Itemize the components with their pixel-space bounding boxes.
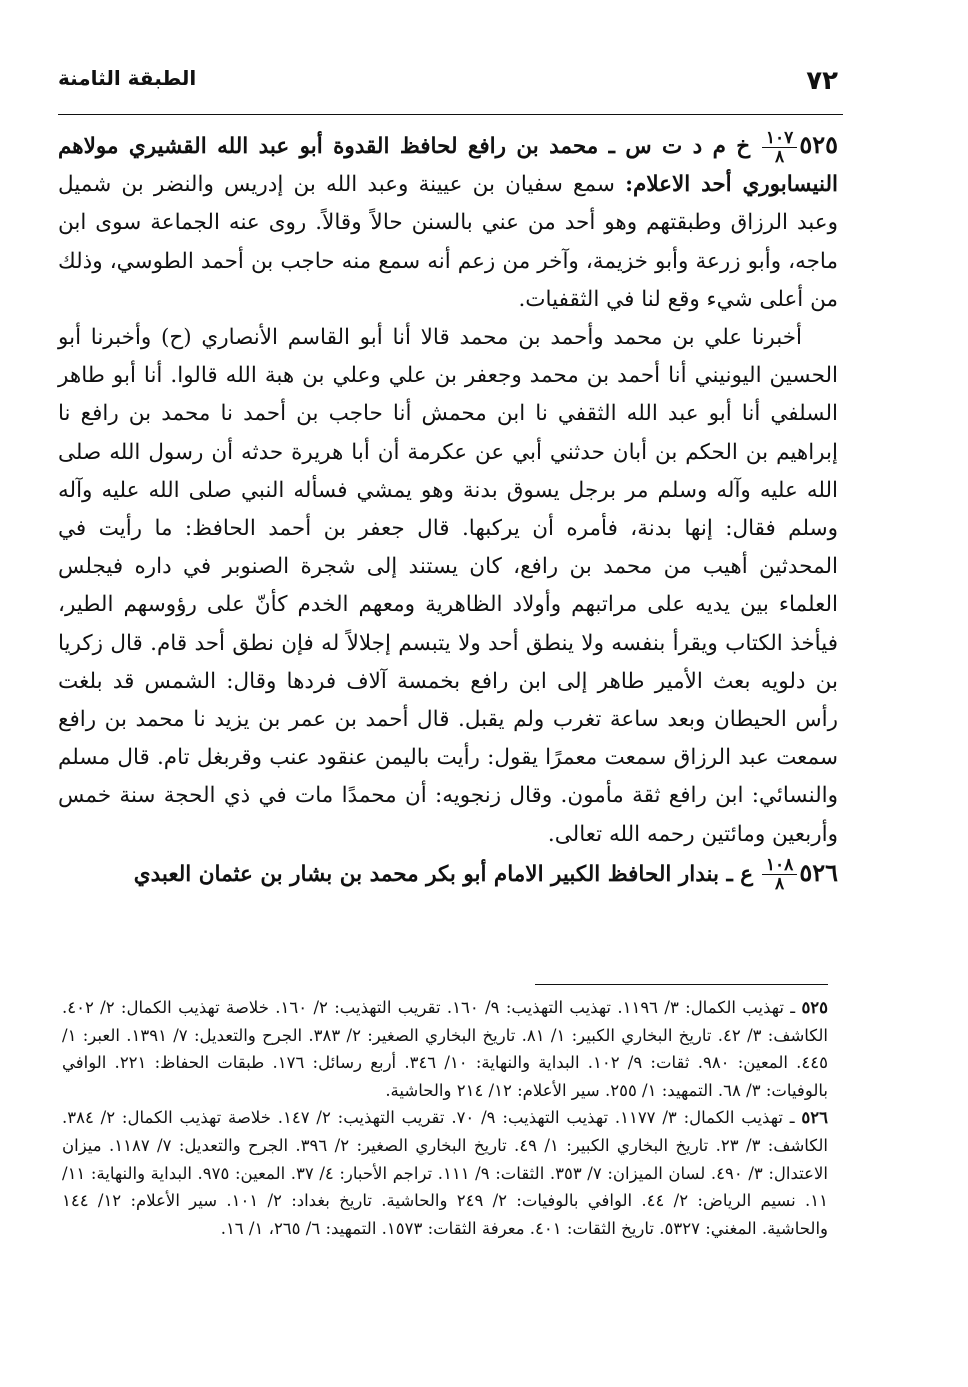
header-rule [58,114,843,115]
page-header [58,60,838,100]
entry-526 [58,854,838,894]
page-number: ٧٢ [806,66,838,96]
footnote-text: ـ تهذيب الكمال: ٣/ ١١٧٧. تهذيب التهذيب: ٩/ ٧٠. تقريب التهذيب: ٢/ ١٤٧. خلاصة تهذيب الكمال: ٢/ ٣٨٤. الكاشف: ٣/ ٢٣. تاريخ البخاري الكبير: ١/ ٤٩. تاريخ البخاري الصغير: ٢/ ٣٩٦. الجرح والتعديل: ٧/ ١١٨٧. ميزان الاعتدال: ٣/ ٤٩٠. لسان الميزان: ٧/ ٣٥٣. الثقات: ٩/ ١١١. تراجم الأحبار: ٤/ ٣٧. المعين: ٩٧٥. البداية والنهاية: ١١/ ١١. نسيم الرياض: ٢/ ٤٤. الوافي بالوفيات: ٢/ ٢٤٩ والحاشية. تاريخ بغداد: ٢/ ١٠١. سير الأعلام: ١٢/ ١٤٤ والحاشية. المغني: ٥٣٢٧. تاريخ الثقات: ٤٠١. معرفة الثقات: ١٥٧٣. التمهيد: ٦/ ٢٦٥، ١/ ١٦. [62,1108,829,1238]
entry-narration: أخبرنا علي بن محمد وأحمد بن محمد قالا أنا أبو القاسم الأنصاري (ح) وأخبرنا أبو الحسين اليونيني أنا أحمد بن محمد وجعفر بن علي وعلي بن هبة الله قالوا. أنا أبو طاهر السلفي أنا أبو عبد الله الثقفي نا ابن محمش أنا حاجب بن أحمد نا محمد بن رافع نا إبراهيم بن الحكم بن أبان حدثني أبي عن عكرمة أن أبا هريرة حدثه أن رسول الله صلى الله عليه وآله وسلم مر برجل يسوق بدنة وهو يمشي فسأله النبي صلى الله عليه وآله وسلم فقال: إنها بدنة، فأمره أن يركبها. قال جعفر بن أحمد الحافظ: ما رأيت في المحدثين أهيب من محمد بن رافع، كان يستند إلى شجرة الصنوبر في داره فيجلس العلماء بين يديه على مراتبهم وأولاد الظاهرية ومعهم الخدم كأنّ على رؤوسهم الطير، فيأخذ الكتاب ويقرأ بنفسه ولا ينطق أحد ولا يتبسم إجلالاً له فإن نطق أحد قام. قال زكريا بن دلويه بعث الأمير طاهر إلى ابن رافع بخمسة آلاف فردها وقال: الشمس قد بلغت رأس الحيطان وبعد ساعة تغرب ولم يقبل. قال أحمد بن عمر بن يزيد نا محمد بن رافع سمعت عبد الرزاق سمعت معمرًا يقول: رأيت باليمن عنقود عنب وقربغل تام. قال مسلم والنسائي: ابن رافع ثقة مأمون. وقال زنجويه: أن محمدًا مات في ذي الحجة سنة خمس وأربعين ومائتين رحمه الله تعالى. [58,325,838,847]
entry-525 [58,126,838,319]
entry-fraction [762,129,797,166]
footnote [62,1104,828,1242]
footnote [62,994,828,1104]
fraction-denominator: ٨ [775,874,785,895]
footnote-rule [535,984,828,985]
fraction-numerator: ١٠٧ [762,129,797,148]
main-text [58,126,838,894]
entry-heading: خ م د ت س ـ محمد بن رافع لحافظ القدوة أبو عبد الله القشيري مولاهم النيسابوري أحد الاعلام: [58,134,838,198]
entry-heading: ع ـ بندار الحافظ الكبير الامام أبو بكر محمد بن بشار بن عثمان العبدي [133,861,754,887]
running-title: الطبقة الثامنة [58,66,197,90]
footnotes [62,994,828,1242]
footnote-number: ٥٢٦ [801,1108,828,1128]
fraction-denominator: ٨ [775,146,785,167]
footnote-text: ـ تهذيب الكمال: ٣/ ١١٩٦. تهذيب التهذيب: ٩/ ١٦٠. تقريب التهذيب: ٢/ ١٦٠. خلاصة تهذيب الكمال: ٢/ ٤٠٢. الكاشف: ٣/ ٤٢. تاريخ البخاري الكبير: ١/ ٨١. تاريخ البخاري الصغير: ٢/ ٣٨٣. الجرح والتعديل: ٧/ ١٣٩١. العبر: ١/ ٤٤٥. المعين: ٩٨٠. ثقات: ٩/ ١٠٢. البداية والنهاية: ١٠/ ٣٤٦. أربع رسائل: ١٧٦. طبقات الحفاظ: ٢٢١. الوافي بالوفيات: ٣/ ٦٨. التمهيد: ١/ ٢٥٥. سير الأعلام: ١٢/ ٢١٤ والحاشية. [62,998,829,1100]
fraction-numerator: ١٠٨ [762,856,797,875]
entry-fraction [762,856,797,893]
footnote-number: ٥٢٥ [801,998,829,1017]
entry-number: ٥٢٥ [799,130,838,159]
entry-biography: سمع سفيان بن عيينة وعبد الله بن إدريس والنضر بن شميل وعبد الرزاق وطبقتهم وهو أحد من عني بالسنن حالاً وقالاً. روى عنه الجماعة سوى ابن ماجه، وأبو زرعة وأبو خزيمة، وآخر من زعم أنه سمع منه حاجب بن أحمد الطوسي، وذلك من أعلى شيء وقع لنا في الثقفيات. [58,172,838,312]
entry-number: ٥٢٦ [799,857,838,887]
